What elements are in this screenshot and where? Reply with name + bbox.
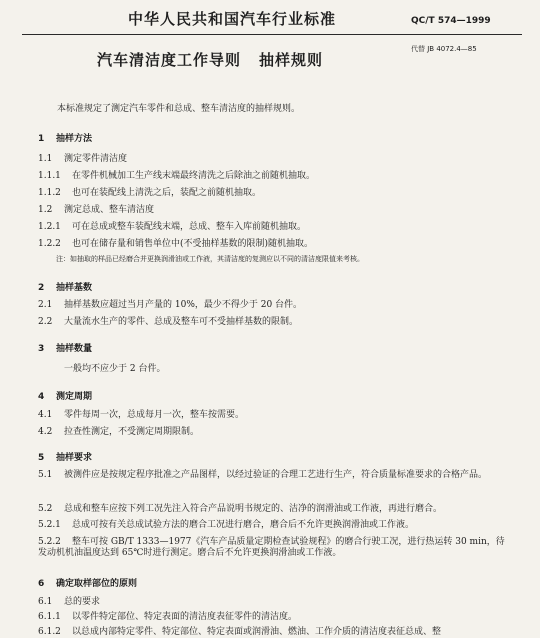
clause-4-1: 4.1 零件每周一次，总成每月一次，整车按需要。 bbox=[38, 410, 245, 420]
section-1-heading: 1 抽样方法 bbox=[38, 134, 93, 144]
section-6-heading: 6 确定取样部位的原则 bbox=[38, 579, 138, 589]
document-title-part2: 抽样规则 bbox=[259, 51, 324, 69]
standard-code: QC/T 574—1999 bbox=[411, 16, 491, 26]
clause-1-2-1: 1.2.1 可在总成或整车装配线末端，总成、整车入库前随机抽取。 bbox=[38, 222, 307, 232]
clause-2-1: 2.1 抽样基数应超过当月产量的 10%，最少不得少于 20 台件。 bbox=[38, 300, 303, 310]
section-3-heading: 3 抽样数量 bbox=[38, 344, 93, 354]
document-title-part1: 汽车清洁度工作导则 bbox=[97, 51, 242, 69]
clause-1-1: 1.1 测定零件清洁度 bbox=[38, 154, 128, 164]
clause-6-1: 6.1 总的要求 bbox=[38, 597, 101, 607]
clause-1-2-2: 1.2.2 也可在储存量和销售单位中(不受抽样基数的限制)随机抽取。 bbox=[38, 239, 314, 249]
clause-2-2: 2.2 大量流水生产的零件、总成及整车可不受抽样基数的限制。 bbox=[38, 317, 299, 327]
section-4-heading: 4 测定周期 bbox=[38, 392, 93, 402]
replaces-code: 代替 JB 4072.4—85 bbox=[411, 45, 477, 53]
clause-1-2: 1.2 测定总成、整车清洁度 bbox=[38, 205, 155, 215]
clause-1-1-2: 1.1.2 也可在装配线上清洗之后，装配之前随机抽取。 bbox=[38, 188, 262, 198]
clause-5-1: 5.1 被测件应是按规定程序批准之产品图样，以经过验证的合理工艺进行生产，符合质量标准要求的合格产品。 bbox=[38, 470, 488, 480]
clause-1-note: 注：如抽取的样品已经磨合并更换润滑油或工作液，其清洁度的复测应以不同的清洁度限值来考核。 bbox=[56, 255, 364, 263]
section-5-heading: 5 抽样要求 bbox=[38, 453, 93, 463]
document-title bbox=[97, 49, 323, 70]
clause-3-text: 一般均不应少于 2 台件。 bbox=[64, 364, 166, 374]
clause-1-1-1: 1.1.1 在零件机械加工生产线末端最终清洗之后除油之前随机抽取。 bbox=[38, 171, 316, 181]
clause-5-2-2: 5.2.2 整车可按 GB/T 1333—1977《汽车产品质量定期检查试验规程》的磨合行驶工况，进行热运转 30 min，待发动机机油温度达到 65℃时进行测定。磨合后不允许更换润滑油或工作液。 bbox=[38, 537, 505, 558]
clause-6-1-2: 6.1.2 以总成内部特定零件、特定部位、特定表面或润滑油、燃油、工作介质的清洁度表征总成、整 bbox=[38, 627, 442, 637]
standard-org-title: 中华人民共和国汽车行业标准 bbox=[128, 10, 337, 28]
intro-paragraph: 本标准规定了测定汽车零件和总成、整车清洁度的抽样规则。 bbox=[57, 104, 301, 114]
clause-4-2: 4.2 拉查性测定，不受测定周期限制。 bbox=[38, 427, 200, 437]
header-rule bbox=[22, 34, 522, 35]
section-2-heading: 2 抽样基数 bbox=[38, 283, 93, 293]
clause-6-1-1: 6.1.1 以零件特定部位、特定表面的清洁度表征零件的清洁度。 bbox=[38, 612, 298, 622]
clause-5-2: 5.2 总成和整车应按下列工况先注入符合产品说明书规定的、洁净的润滑油或工作液，再进行磨合。 bbox=[38, 504, 443, 514]
clause-5-2-1: 5.2.1 总成可按有关总成试验方法的磨合工况进行磨合，磨合后不允许更换润滑油或工作液。 bbox=[38, 520, 415, 530]
